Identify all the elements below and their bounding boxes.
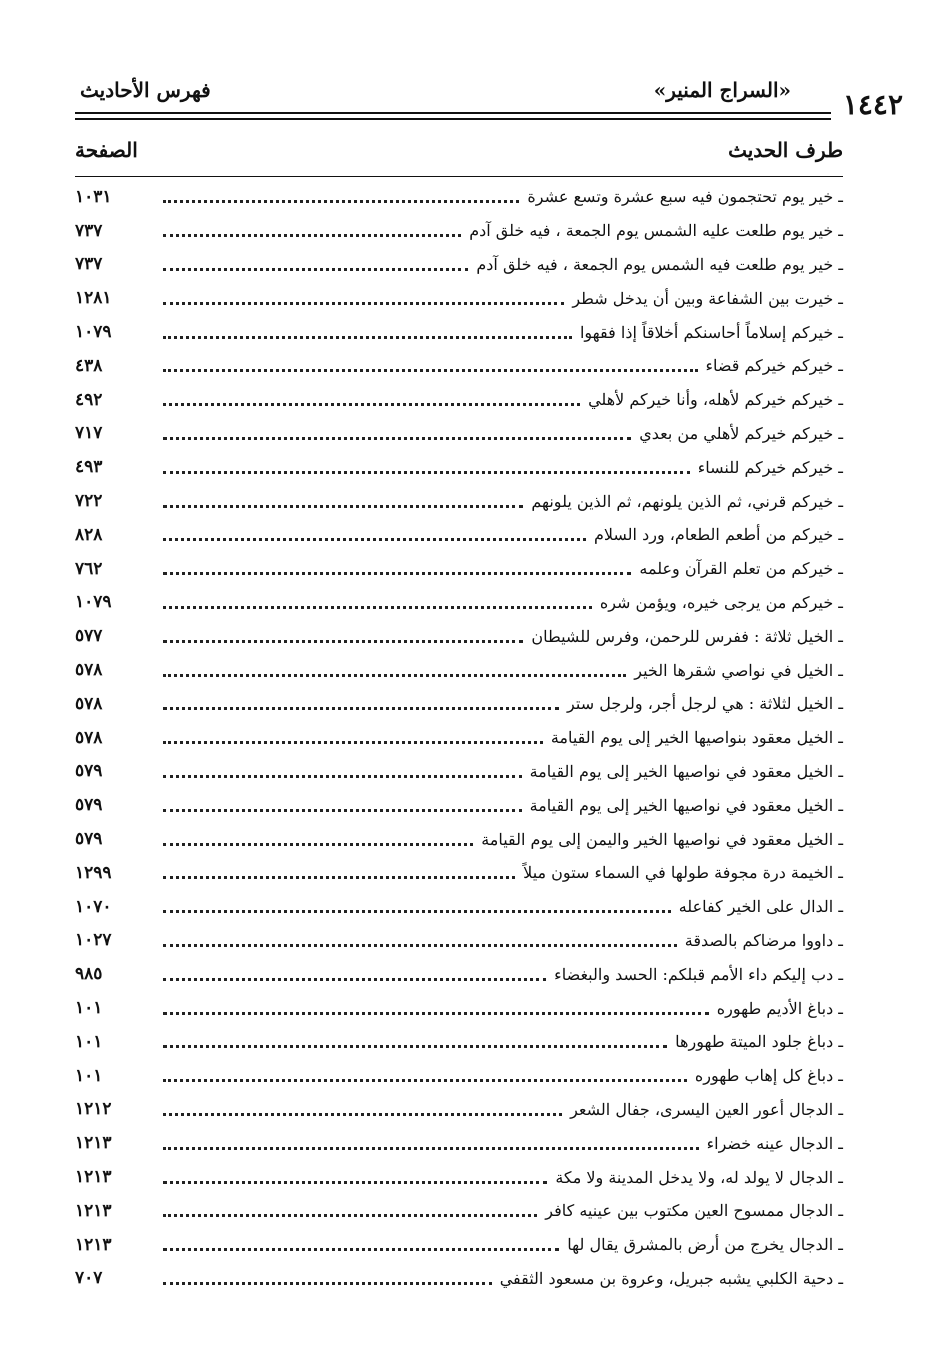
index-entry: [75, 450, 843, 484]
index-entry: [75, 484, 843, 518]
index-entry: [75, 1228, 843, 1262]
hadith-index-list: [75, 180, 843, 1295]
hadith-text: ـ الخيل معقود بنواصيها الخير إلى يوم القيامة: [550, 728, 843, 748]
index-entry: [75, 349, 843, 383]
dot-leader: [163, 674, 626, 677]
page-ref: ٧٣٧: [75, 220, 103, 241]
index-entry: [75, 890, 843, 924]
dot-leader: [163, 741, 543, 744]
page-ref: ٩٨٥: [75, 964, 103, 985]
dot-leader: [163, 1045, 667, 1048]
index-entry: [75, 1093, 843, 1127]
page-ref: ٥٧٨: [75, 727, 103, 748]
hadith-text: ـ خيرت بين الشفاعة وبين أن يدخل شطر: [572, 288, 843, 308]
index-entry: [75, 991, 843, 1025]
dot-leader: [163, 809, 522, 812]
hadith-text: ـ الخيل في نواصي شقرها الخير: [634, 660, 843, 680]
column-header-rule: [75, 176, 843, 177]
page-ref: ١٠٢٧: [75, 930, 112, 951]
dot-leader: [163, 200, 519, 203]
dot-leader: [163, 268, 468, 271]
hadith-text: ـ خير يوم طلعت فيه الشمس يوم الجمعة ، فيه خلق آدم: [476, 254, 843, 274]
dot-leader: [163, 944, 677, 947]
hadith-text: ـ خيركم خيركم لأهله، وأنا خيركم لأهلي: [588, 390, 843, 410]
header-rule-top: [75, 112, 831, 114]
dot-leader: [163, 707, 559, 710]
hadith-text: ـ دباغ الأديم طهوره: [716, 998, 843, 1018]
page-ref: ٤٩٣: [75, 457, 103, 478]
hadith-text: ـ خيركم خيركم للنساء: [697, 457, 843, 477]
hadith-text: ـ خيركم من تعلم القرآن وعلمه: [639, 559, 843, 579]
dot-leader: [163, 336, 572, 339]
index-entry: [75, 248, 843, 282]
page-ref: ٧٠٧: [75, 1268, 103, 1289]
page-ref: ٥٧٩: [75, 829, 103, 850]
hadith-text: ـ الخيل معقود في نواصيها الخير واليمن إلى يوم القيامة: [481, 829, 843, 849]
page-ref: ٥٧٨: [75, 693, 103, 714]
page-ref: ١٢٨١: [75, 288, 112, 309]
page-ref: ٥٧٩: [75, 795, 103, 816]
hadith-text: ـ الخيمة درة مجوفة طولها في السماء ستون ميلاً: [523, 863, 843, 883]
dot-leader: [163, 505, 523, 508]
dot-leader: [163, 234, 461, 237]
page-ref: ١٢٩٩: [75, 862, 112, 883]
hadith-text: ـ الخيل لثلاثة : هي لرجل أجر، ولرجل ستر: [567, 694, 843, 714]
hadith-text: ـ الخيل ثلاثة : ففرس للرحمن، وفرس للشيطان: [531, 626, 843, 646]
hadith-text: ـ خيركم من أطعم الطعام، ورد السلام: [593, 525, 843, 545]
page-ref: ٨٢٨: [75, 524, 103, 545]
index-entry: [75, 957, 843, 991]
index-entry: [75, 721, 843, 755]
hadith-text: ـ دباغ كل إهاب طهوره: [694, 1066, 843, 1086]
index-entry: [75, 518, 843, 552]
index-entry: [75, 552, 843, 586]
page-ref: ١٢١٣: [75, 1234, 112, 1255]
hadith-text: ـ الدجال يخرج من أرض بالمشرق يقال لها: [567, 1235, 843, 1255]
page-ref: ٧٢٢: [75, 491, 103, 512]
page-column-header: الصفحة: [75, 138, 138, 162]
section-title: فهرس الأحاديث: [80, 78, 211, 102]
hadith-text: ـ الدجال لا يولد له، ولا يدخل المدينة ولا مكة: [555, 1167, 843, 1187]
hadith-text: ـ الدجال عينه خضراء: [706, 1133, 843, 1153]
index-entry: [75, 687, 843, 721]
page-ref: ١٠٧٩: [75, 592, 112, 613]
page-ref: ٥٧٩: [75, 761, 103, 782]
page-ref: ١٢١٣: [75, 1200, 112, 1221]
dot-leader: [163, 978, 546, 981]
index-entry: [75, 755, 843, 789]
index-entry: [75, 1025, 843, 1059]
index-entry: [75, 1160, 843, 1194]
hadith-text: ـ خيركم خيركم لأهلي من بعدي: [639, 423, 843, 443]
dot-leader: [163, 1147, 699, 1150]
dot-leader: [163, 1181, 547, 1184]
page-ref: ١٢١٢: [75, 1099, 112, 1120]
dot-leader: [163, 437, 631, 440]
dot-leader: [163, 1079, 687, 1082]
index-entry: [75, 281, 843, 315]
page-ref: ٥٧٧: [75, 626, 103, 647]
dot-leader: [163, 1282, 492, 1285]
page-ref: ١٠١: [75, 998, 103, 1019]
book-title: «السراج المنير»: [653, 78, 791, 102]
hadith-text: ـ خير يوم طلعت عليه الشمس يوم الجمعة ، فيه خلق آدم: [469, 221, 843, 241]
index-entry: [75, 653, 843, 687]
hadith-text: ـ الخيل معقود في نواصيها الخير إلى يوم القيامة: [529, 795, 843, 815]
page-ref: ١٢١٣: [75, 1167, 112, 1187]
index-entry: [75, 1262, 843, 1296]
running-header: [70, 72, 903, 122]
dot-leader: [163, 1214, 537, 1217]
dot-leader: [163, 369, 698, 372]
dot-leader: [163, 538, 586, 541]
dot-leader: [163, 1113, 562, 1116]
hadith-text: ـ داووا مرضاكم بالصدقة: [684, 930, 843, 950]
dot-leader: [163, 1248, 559, 1251]
page-ref: ١٢١٣: [75, 1133, 112, 1154]
page-number: ١٤٤٢: [842, 88, 903, 121]
hadith-column-header: طرف الحديث: [728, 138, 843, 162]
hadith-text: ـ خير يوم تحتجمون فيه سبع عشرة وتسع عشرة: [527, 187, 843, 207]
dot-leader: [163, 403, 580, 406]
header-rule-bottom: [75, 118, 831, 120]
dot-leader: [163, 910, 671, 913]
index-entry: [75, 180, 843, 214]
index-entry: [75, 1194, 843, 1228]
page-ref: ٧٣٧: [75, 254, 103, 275]
dot-leader: [163, 876, 515, 879]
hadith-text: ـ خيركم من يرجى خيره، ويؤمن شره: [599, 592, 843, 612]
dot-leader: [163, 606, 592, 609]
hadith-text: ـ الدجال ممسوح العين مكتوب بين عينيه كافر: [545, 1201, 843, 1221]
page-ref: ١٠٣١: [75, 186, 112, 207]
hadith-text: ـ خيركم إسلاماً أحاسنكم أخلاقاً إذا فقهوا: [579, 322, 843, 342]
page-ref: ١٠٧٩: [75, 322, 112, 343]
column-headers: [75, 138, 843, 172]
index-entry: [75, 383, 843, 417]
page-ref: ١٠١: [75, 1031, 103, 1052]
index-entry: [75, 619, 843, 653]
index-entry: [75, 1059, 843, 1093]
page-ref: ٥٧٨: [75, 660, 103, 681]
page-ref: ١٠٧٠: [75, 896, 112, 917]
index-entry: [75, 1126, 843, 1160]
hadith-text: ـ دحية الكلبي يشبه جبريل، وعروة بن مسعود الثقفي: [499, 1268, 843, 1288]
hadith-text: ـ الدال على الخير كفاعله: [678, 897, 843, 917]
index-entry: [75, 315, 843, 349]
hadith-text: ـ دباغ جلود الميتة طهورها: [675, 1032, 843, 1052]
dot-leader: [163, 1012, 709, 1015]
index-entry: [75, 586, 843, 620]
dot-leader: [163, 572, 631, 575]
dot-leader: [163, 640, 523, 643]
page-ref: ٤٣٨: [75, 355, 103, 376]
index-entry: [75, 417, 843, 451]
page-ref: ١٠١: [75, 1065, 103, 1086]
index-entry: [75, 856, 843, 890]
index-entry: [75, 214, 843, 248]
hadith-text: ـ الدجال أعور العين اليسرى، جفال الشعر: [570, 1099, 843, 1119]
index-entry: [75, 924, 843, 958]
hadith-text: ـ دب إليكم داء الأمم قبلكم: الحسد والبغضاء: [554, 964, 843, 984]
dot-leader: [163, 775, 522, 778]
page-ref: ٧١٧: [75, 423, 103, 444]
hadith-text: ـ خيركم قرني، ثم الذين يلونهم، ثم الذين يلونهم: [531, 491, 843, 511]
hadith-text: ـ خيركم خيركم قضاء: [705, 356, 843, 376]
index-entry: [75, 788, 843, 822]
dot-leader: [163, 302, 564, 305]
page-ref: ٤٩٢: [75, 389, 103, 410]
dot-leader: [163, 471, 690, 474]
hadith-text: ـ الخيل معقود في نواصيها الخير إلى يوم القيامة: [529, 761, 843, 781]
dot-leader: [163, 843, 473, 846]
index-entry: [75, 822, 843, 856]
page-ref: ٧٦٢: [75, 558, 103, 579]
